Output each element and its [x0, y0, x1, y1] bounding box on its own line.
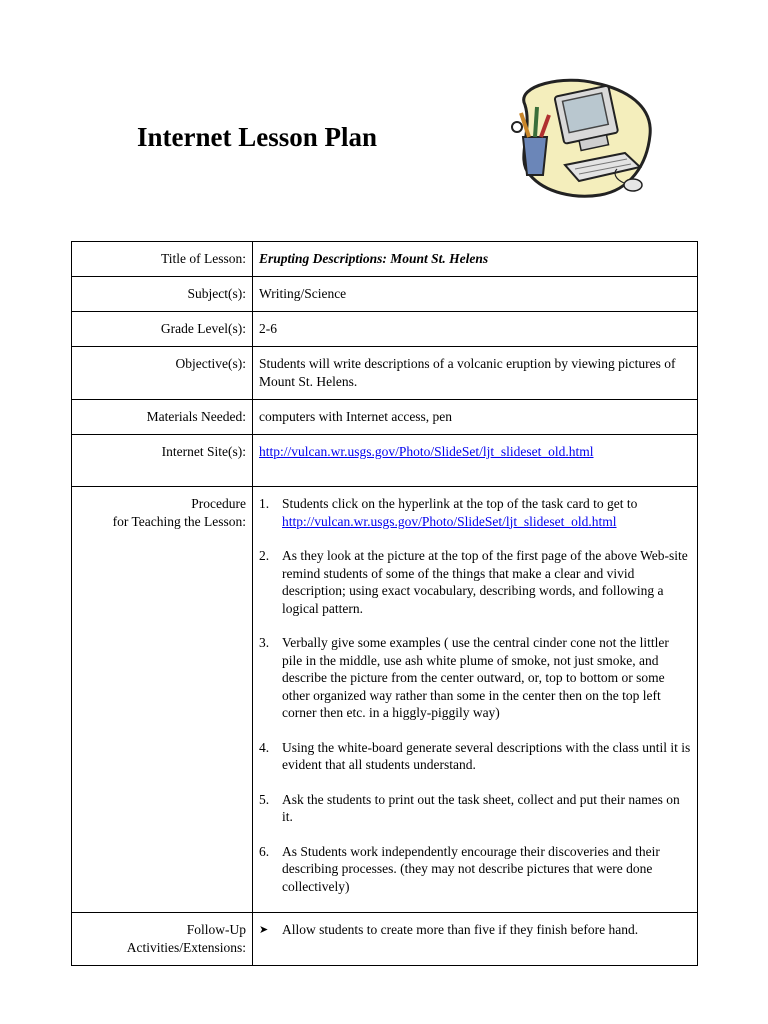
list-item — [259, 843, 691, 896]
step-1-link[interactable]: http://vulcan.wr.usgs.gov/Photo/SlideSet/ljt_slideset_old.html — [282, 513, 617, 529]
table-row — [72, 435, 698, 487]
arrow-bullet-icon: ➤ — [259, 923, 269, 936]
procedure-label-line1: Procedure — [191, 496, 246, 511]
list-item — [259, 739, 691, 774]
objective-value: Students will write descriptions of a volcanic eruption by viewing pictures of Mount St. Helens. — [253, 347, 698, 400]
lesson-plan-table — [71, 241, 698, 966]
step-number: 4. — [259, 739, 270, 755]
procedure-label-line2: for Teaching the Lesson: — [112, 513, 246, 529]
table-row — [72, 913, 698, 966]
title-label: Title of Lesson: — [72, 242, 253, 277]
step-number: 1. — [259, 496, 270, 511]
step-text: Ask the students to print out the task sheet, collect and put their names on it. — [282, 791, 680, 824]
follow-value — [253, 913, 698, 966]
table-row — [72, 312, 698, 347]
lesson-title: Erupting Descriptions: Mount St. Helens — [259, 251, 489, 266]
grade-label: Grade Level(s): — [72, 312, 253, 347]
step-text: Verbally give some examples ( use the central cinder cone not the littler pile in the middle, use ash white plume of smoke, not just smoke, and describe the picture from the center outward, or, top to bottom or some other organized way rather than some in the center then on the top left corner then etc. in a higgly-piggily way) — [282, 635, 669, 720]
page-title: Internet Lesson Plan — [137, 122, 378, 152]
list-item — [259, 547, 691, 617]
table-row — [72, 242, 698, 277]
table-row — [72, 400, 698, 435]
follow-label — [72, 913, 253, 966]
title-value — [253, 242, 698, 277]
list-item — [259, 495, 691, 530]
step-text — [282, 495, 691, 530]
list-item — [259, 791, 691, 826]
procedure-steps — [259, 495, 691, 895]
grade-value: 2-6 — [253, 312, 698, 347]
materials-value: computers with Internet access, pen — [253, 400, 698, 435]
step-number: 5. — [259, 791, 270, 807]
subject-label: Subject(s): — [72, 277, 253, 312]
step-text: As Students work independently encourage their discoveries and their describing processes. (they may not describe pictures that were done collectively) — [282, 843, 660, 894]
site-label: Internet Site(s): — [72, 435, 253, 487]
step-text: Using the white-board generate several descriptions with the class until it is evident that all students understand. — [282, 739, 691, 772]
table-row — [72, 277, 698, 312]
computer-desk-icon — [505, 75, 655, 205]
objective-label: Objective(s): — [72, 347, 253, 400]
site-link[interactable]: http://vulcan.wr.usgs.gov/Photo/SlideSet/ljt_slideset_old.html — [259, 444, 594, 459]
follow-text: Allow students to create more than five if they finish before hand. — [282, 922, 639, 937]
step-number: 2. — [259, 548, 270, 563]
follow-label-line2: Activities/Extensions: — [126, 939, 246, 955]
step-1-text: Students click on the hyperlink at the top of the task card to get to — [282, 496, 638, 511]
procedure-value — [253, 487, 698, 913]
step-number: 6. — [259, 843, 270, 859]
step-number: 3. — [259, 635, 270, 650]
follow-label-line1: Follow-Up — [186, 922, 246, 937]
step-text: As they look at the picture at the top of the first page of the above Web-site remind students of some of the things that make a clear and vivid description; using exact vocabulary, describing words, and following a logical pattern. — [282, 548, 688, 616]
list-item — [259, 921, 691, 939]
list-item — [259, 634, 691, 722]
table-row — [72, 487, 698, 913]
materials-label: Materials Needed: — [72, 400, 253, 435]
site-value — [253, 435, 698, 487]
table-row — [72, 347, 698, 400]
procedure-label — [72, 487, 253, 913]
subject-value: Writing/Science — [253, 277, 698, 312]
